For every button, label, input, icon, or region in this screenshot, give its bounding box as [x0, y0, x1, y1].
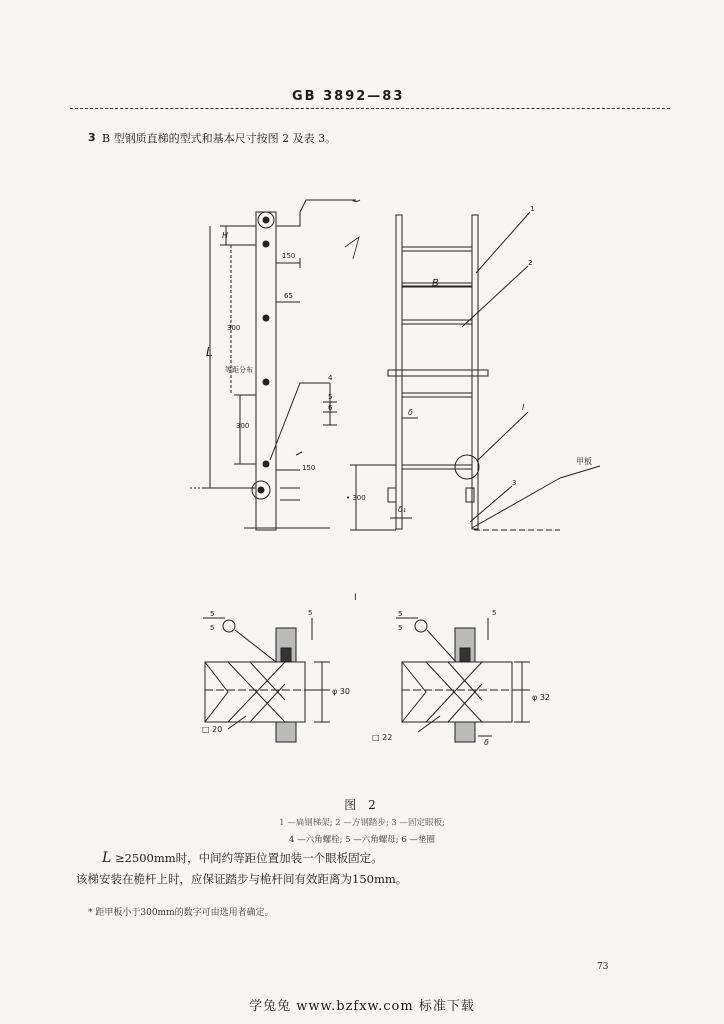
label-phi30: φ 30 — [332, 687, 350, 696]
dim-5-left: 5 — [308, 609, 313, 617]
label-spacing-note: 等距分布 — [225, 366, 253, 374]
detail-marker: I — [354, 593, 357, 603]
label-delta1: δ₁ — [398, 505, 407, 514]
label-delta-right: δ — [484, 738, 489, 747]
front-view — [350, 212, 600, 530]
label-delta: δ — [408, 408, 413, 417]
note-line1-text: ≥2500mm时，中间约等距位置加装一个眼板固定。 — [111, 851, 383, 865]
label-300-star: • 300 — [346, 494, 366, 502]
detail-ref-I: I — [522, 403, 525, 412]
label-300-lower: 300 — [236, 422, 250, 430]
detail-left — [203, 618, 330, 742]
label-phi32: φ 32 — [532, 693, 550, 702]
tag-1: 1 — [530, 205, 535, 213]
page-number: 73 — [597, 962, 609, 972]
figure-legend-line2: 4 —六角螺栓; 5 —六角螺母; 6 —垫圈 — [289, 835, 435, 845]
weld-left-top: 5 — [210, 610, 215, 618]
tag-2: 2 — [528, 259, 533, 267]
figure-legend-line1: 1 —扁钢梯架; 2 —方钢踏步; 3 —固定眼板; — [279, 818, 445, 828]
detail-right — [396, 618, 530, 742]
label-deck-plate: 甲板 — [576, 457, 592, 466]
tag-3: 3 — [512, 479, 517, 487]
weld-right-bottom: 5 — [398, 624, 403, 632]
standard-code: GB 3892—83 — [292, 89, 405, 104]
weld-left-bottom: 5 — [210, 624, 215, 632]
label-65: 65 — [284, 292, 293, 300]
label-sq20: □ 20 — [202, 725, 223, 734]
label-sq22: □ 22 — [372, 733, 393, 742]
dim-5-right: 5 — [492, 609, 497, 617]
label-L: L — [206, 345, 213, 359]
tag-6: 6 — [328, 404, 333, 412]
side-view — [190, 200, 360, 530]
label-150-bottom: 150 — [302, 464, 316, 472]
note-line1 — [102, 850, 383, 866]
label-H: H — [222, 231, 229, 240]
note-line2: 该梯安装在桅杆上时，应保证踏步与桅杆间有效距离为150mm。 — [76, 872, 408, 886]
label-B: B — [432, 278, 439, 289]
watermark: 学兔兔 www.bzfxw.com 标准下载 — [249, 999, 475, 1014]
note-symbol-L: L — [102, 850, 112, 866]
label-300-upper: 300 — [227, 324, 241, 332]
section-text: B 型钢质直梯的型式和基本尺寸按图 2 及表 3。 — [102, 132, 337, 145]
tag-4: 4 — [328, 374, 333, 382]
weld-right-top: 5 — [398, 610, 403, 618]
footnote: * 距甲板小于300mm的数字可由选用者确定。 — [88, 908, 274, 918]
tag-5: 5 — [328, 393, 333, 401]
figure-caption: 图 2 — [344, 798, 380, 812]
section-number: 3 — [88, 131, 96, 144]
label-150-top: 150 — [282, 252, 296, 260]
